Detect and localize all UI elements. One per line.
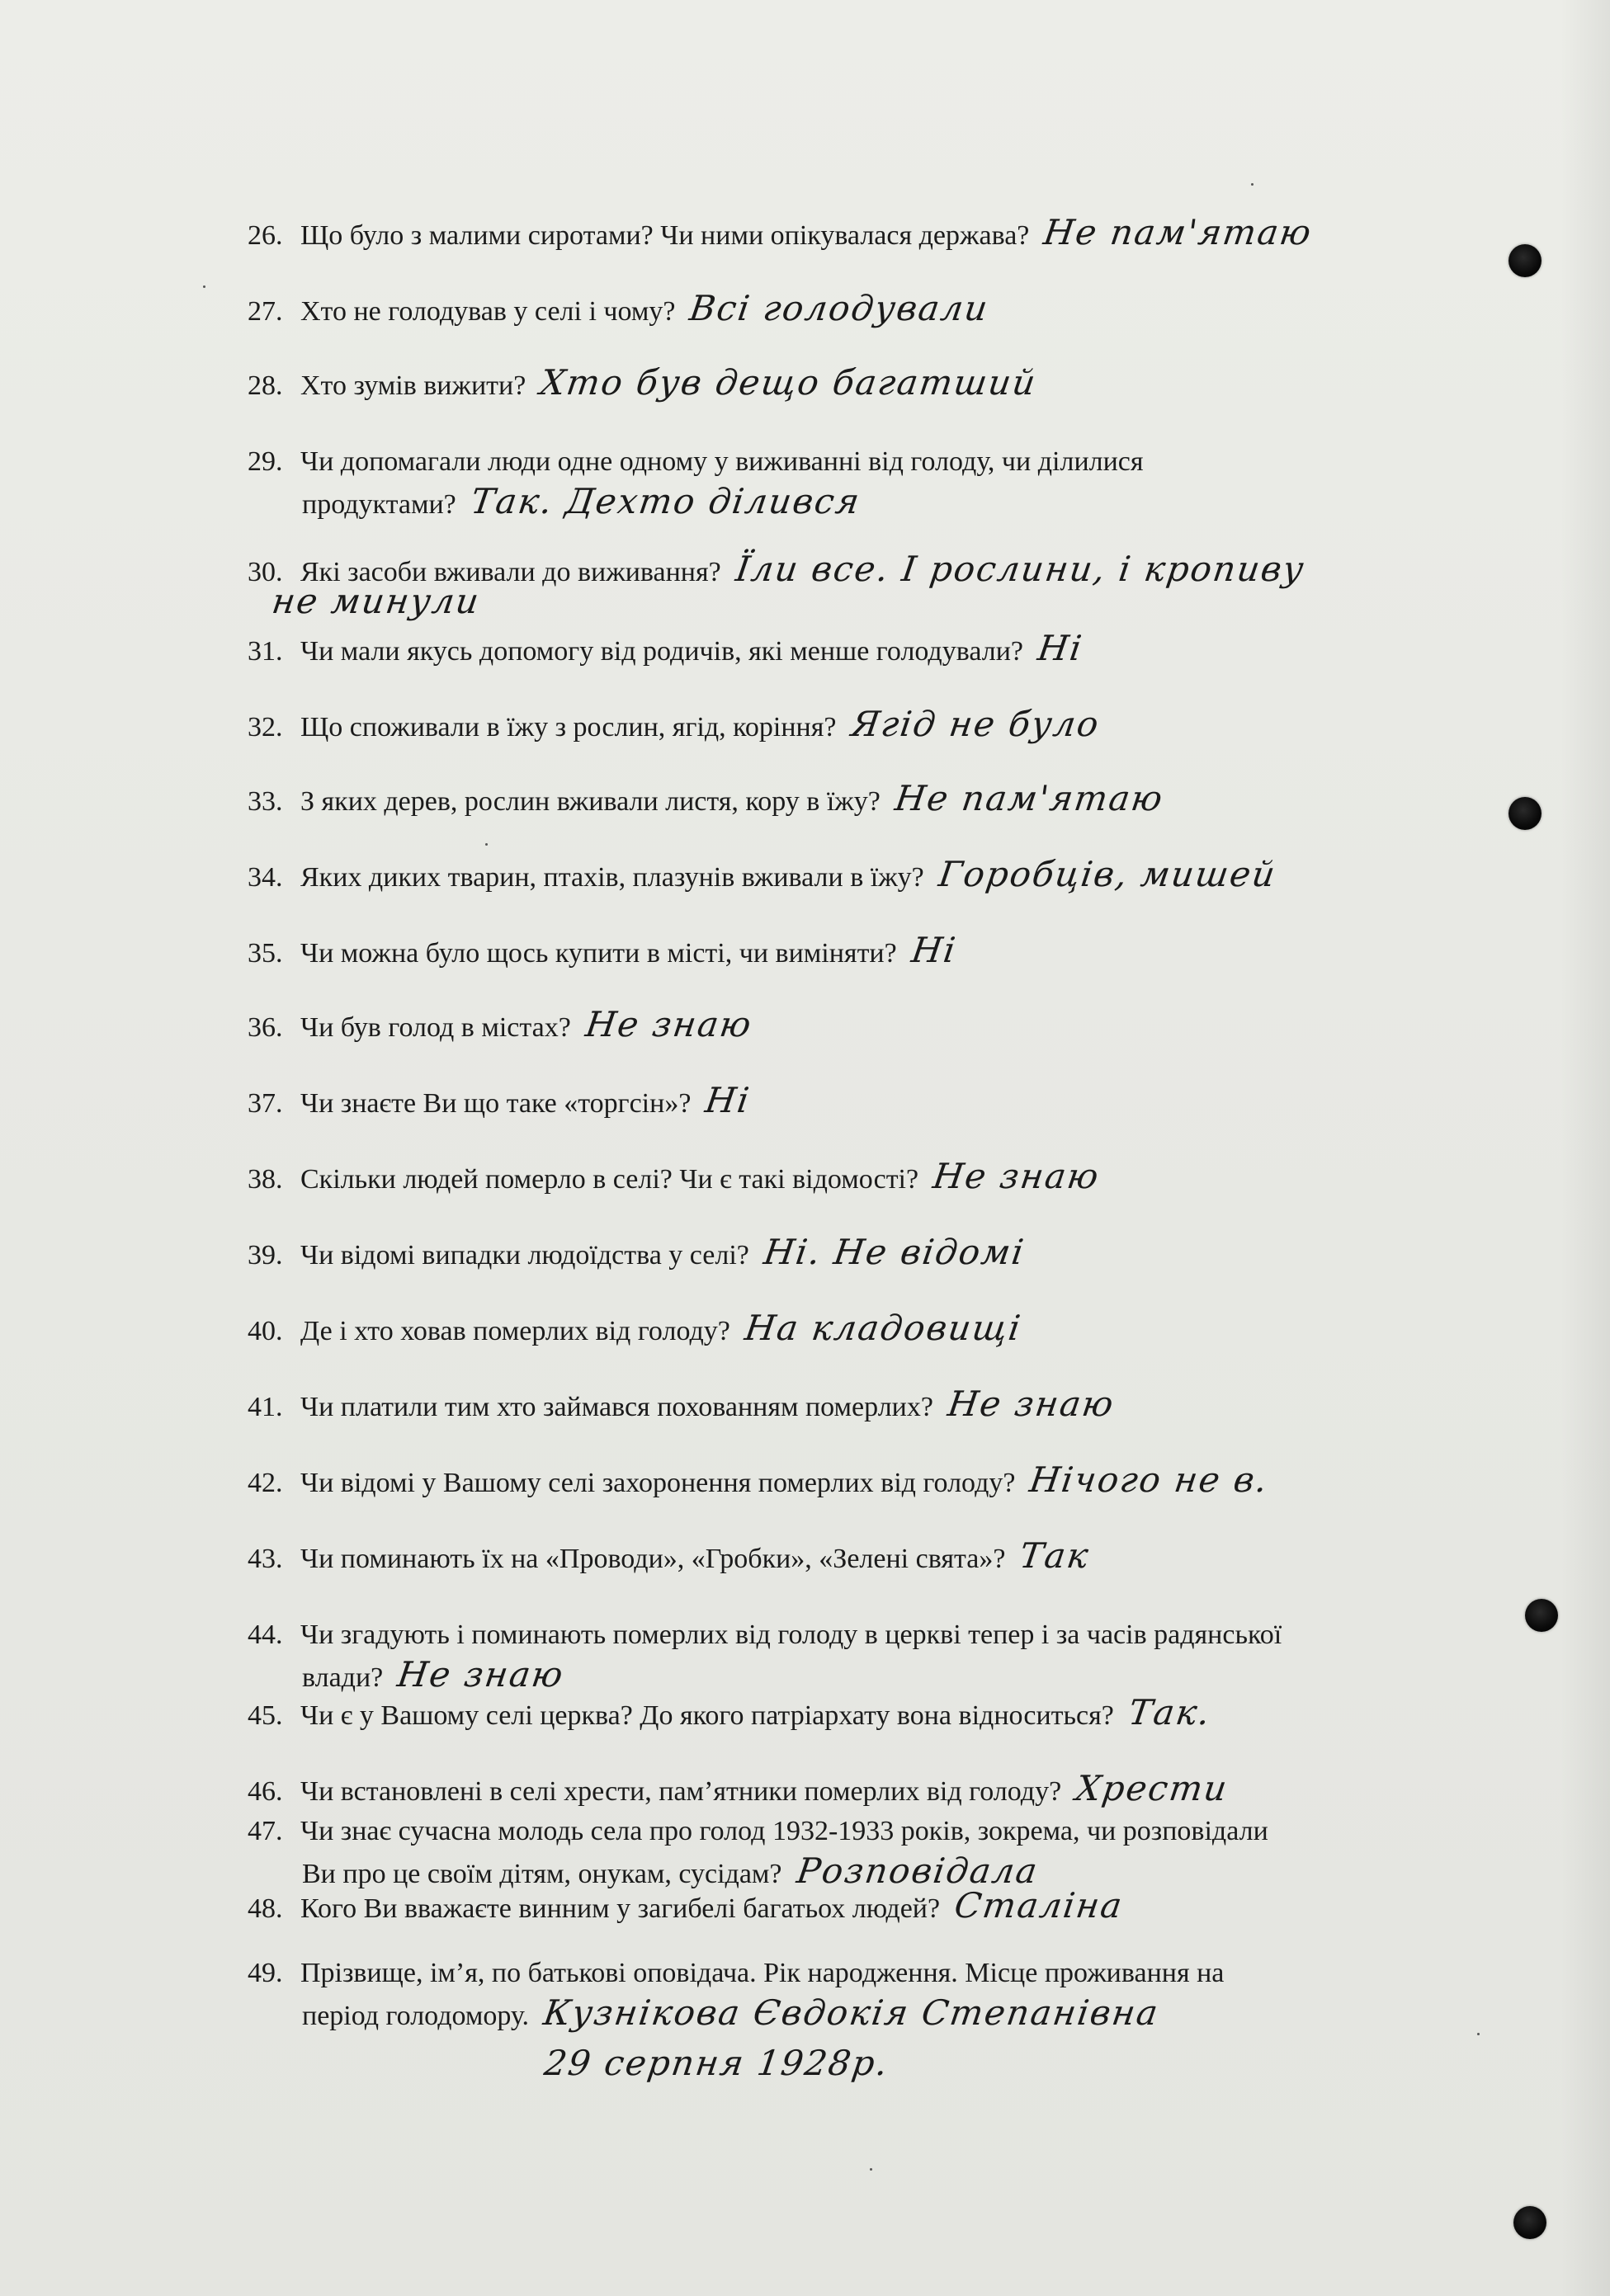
question-number: 28. (248, 370, 283, 401)
question-number: 46. (248, 1776, 283, 1807)
question-number: 39. (248, 1240, 283, 1271)
question-number: 36. (248, 1012, 283, 1043)
question-number: 33. (248, 786, 283, 817)
handwritten-answer: Нічого не в. (1027, 1459, 1272, 1500)
question-41 (248, 1384, 1510, 1427)
handwritten-answer: Не знаю (394, 1654, 568, 1695)
question-number: 29. (248, 446, 283, 477)
question-number: 48. (248, 1893, 283, 1924)
question-text-continued (248, 1655, 1510, 1698)
question-number: 35. (248, 938, 283, 969)
handwritten-answer: Розповідала (794, 1850, 1041, 1891)
question-text: Чи допомагали люди одне одному у виживанні від голоду, чи ділилися (300, 446, 1144, 477)
question-43 (248, 1536, 1510, 1579)
question-text: Чи знає сучасна молодь села про голод 1932-1933 років, зокрема, чи розповідали (300, 1816, 1268, 1846)
question-number: 44. (248, 1619, 283, 1650)
handwritten-answer: Не пам'ятаю (1041, 212, 1315, 252)
question-text-cont: Ви про це своїм дітям, онукам, сусідам? (302, 1859, 782, 1889)
question-number: 43. (248, 1544, 283, 1574)
question-26 (248, 213, 1510, 256)
question-number: 37. (248, 1088, 283, 1119)
question-text: Яких диких тварин, птахів, плазунів вживали в їжу? (300, 862, 924, 893)
question-27 (248, 289, 1510, 332)
question-text: Чи мали якусь допомогу від родичів, які менше голодували? (300, 636, 1023, 667)
page-edge-shadow (1560, 0, 1610, 2296)
question-text: Хто зумів вижити? (300, 370, 526, 401)
handwritten-answer: Горобців, мишей (936, 854, 1279, 894)
question-47 (248, 1812, 1510, 1894)
question-number: 32. (248, 712, 283, 743)
handwritten-answer: Так. Дехто ділився (468, 481, 863, 521)
paper-speck (203, 285, 205, 288)
paper-speck (870, 2168, 872, 2171)
handwritten-answer: Так. (1126, 1692, 1214, 1733)
paper-speck (485, 843, 488, 846)
question-29 (248, 442, 1510, 525)
handwritten-answer-continued: не минули (269, 581, 484, 621)
handwritten-answer: Ні (703, 1080, 753, 1120)
question-text-cont: влади? (302, 1662, 384, 1693)
handwritten-answer: Хто був дещо багатший (537, 362, 1040, 403)
question-text: Чи був голод в містах? (300, 1012, 571, 1043)
question-28 (248, 363, 1510, 406)
handwritten-answer: Сталіна (951, 1885, 1126, 1926)
handwritten-answer: Ні. Не відомі (761, 1232, 1028, 1272)
question-40 (248, 1308, 1510, 1351)
handwritten-answer-continued: 29 серпня 1928р. (541, 2043, 892, 2083)
question-number: 27. (248, 296, 283, 327)
question-number: 47. (248, 1816, 283, 1846)
question-34 (248, 855, 1510, 898)
question-45 (248, 1693, 1510, 1736)
handwritten-answer: Не знаю (583, 1004, 755, 1044)
handwritten-answer: Кузнікова Євдокія Степанівна (541, 1992, 1162, 2033)
question-37 (248, 1081, 1510, 1124)
question-text: Кого Ви вважаєте винним у загибелі багатьох людей? (300, 1893, 941, 1924)
binder-hole-2 (1508, 797, 1542, 830)
question-text: Чи відомі у Вашому селі захоронення померлих від голоду? (300, 1468, 1016, 1498)
question-44 (248, 1615, 1510, 1698)
question-text: Чи можна було щось купити в місті, чи виміняти? (300, 938, 897, 969)
question-42 (248, 1460, 1510, 1503)
question-text: Чи згадують і поминають померлих від голоду в церкві тепер і за часів радянської (300, 1619, 1282, 1650)
handwritten-answer: Хрести (1073, 1768, 1231, 1808)
paper-speck (1251, 183, 1254, 186)
question-number: 41. (248, 1392, 283, 1422)
question-text: Прізвище, ім’я, по батькові оповідача. Рік народження. Місце проживання на (300, 1958, 1225, 1988)
handwritten-answer: Їли все. І рослини, і кропиву (733, 549, 1308, 589)
question-text: Хто не голодував у селі і чому? (300, 296, 676, 327)
question-text: Які засоби вживали до виживання? (300, 557, 721, 587)
question-number: 31. (248, 636, 283, 667)
question-number: 30. (248, 557, 283, 587)
question-text: Чи платили тим хто займався похованням померлих? (300, 1392, 933, 1422)
binder-hole-3 (1525, 1599, 1558, 1632)
question-number: 42. (248, 1468, 283, 1498)
handwritten-answer: Ягід не було (848, 704, 1102, 744)
question-text: Чи відомі випадки людоїдства у селі? (300, 1240, 749, 1271)
question-text-cont: продуктами? (302, 489, 456, 520)
question-36 (248, 1005, 1510, 1048)
question-text-continued (248, 1993, 1510, 2036)
question-number: 40. (248, 1316, 283, 1346)
handwritten-answer: Не пам'ятаю (892, 778, 1167, 818)
question-31 (248, 629, 1510, 672)
question-text: Чи поминають їх на «Проводи», «Гробки», «Зелені свята»? (300, 1544, 1006, 1574)
question-33 (248, 779, 1510, 822)
binder-hole-4 (1513, 2206, 1546, 2239)
handwritten-answer: На кладовищі (742, 1308, 1025, 1348)
handwritten-answer: Так (1017, 1535, 1093, 1576)
question-text: Чи знаєте Ви що таке «торгсін»? (300, 1088, 692, 1119)
question-46 (248, 1769, 1510, 1812)
question-text-continued (248, 482, 1510, 525)
question-35 (248, 931, 1510, 974)
handwritten-answer: Всі голодували (687, 288, 992, 328)
question-text: Чи встановлені в селі хрести, пам’ятники померлих від голоду? (300, 1776, 1062, 1807)
question-number: 26. (248, 220, 283, 251)
question-48 (248, 1886, 1510, 1929)
question-text: Чи є у Вашому селі церква? До якого патріархату вона відноситься? (300, 1700, 1114, 1731)
question-text-cont: період голодомору. (302, 2001, 530, 2031)
question-32 (248, 705, 1510, 747)
binder-hole-1 (1508, 244, 1542, 277)
question-49 (248, 1954, 1510, 2036)
handwritten-answer: Ні (1035, 628, 1086, 668)
handwritten-answer: Не знаю (930, 1156, 1103, 1196)
question-number: 38. (248, 1164, 283, 1195)
question-number: 45. (248, 1700, 283, 1731)
question-text: Що споживали в їжу з рослин, ягід, коріння? (300, 712, 837, 743)
question-text: Скільки людей померло в селі? Чи є такі відомості? (300, 1164, 919, 1195)
question-text: Де і хто ховав померлих від голоду? (300, 1316, 730, 1346)
question-text: Що було з малими сиротами? Чи ними опікувалася держава? (300, 220, 1030, 251)
question-number: 34. (248, 862, 283, 893)
question-38 (248, 1157, 1510, 1200)
question-39 (248, 1233, 1510, 1275)
handwritten-answer: Не знаю (945, 1384, 1117, 1424)
question-number: 49. (248, 1958, 283, 1988)
handwritten-answer: Ні (909, 930, 960, 970)
question-text: З яких дерев, рослин вживали листя, кору в їжу? (300, 786, 881, 817)
